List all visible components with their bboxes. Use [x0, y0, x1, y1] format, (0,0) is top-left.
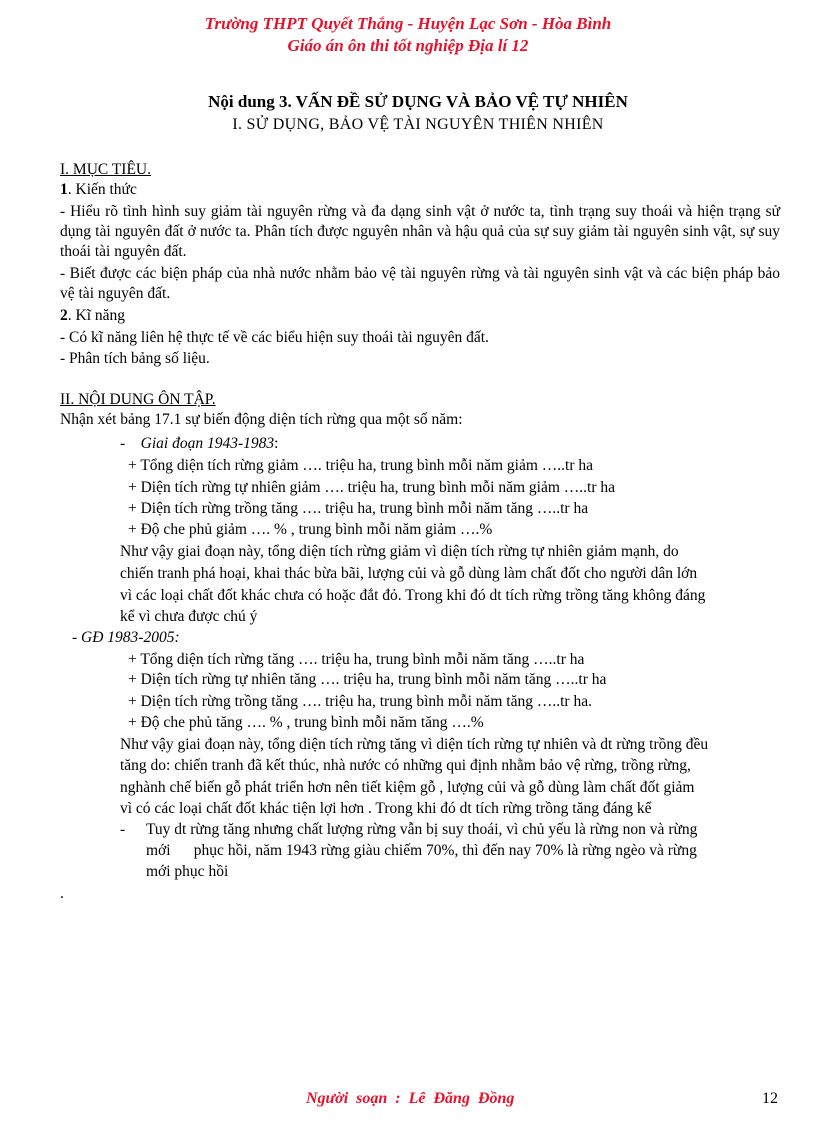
- final-note-line: mới phục hồi, năm 1943 rừng giàu chiếm 70%, thì đến nay 70% là rừng ngèo và rừng: [146, 842, 697, 859]
- period1-conclusion-line: kể vì chưa được chú ý: [120, 608, 258, 625]
- period2-item: + Tổng diện tích rừng tăng …. triệu ha, trung bình mỗi năm tăng …..tr ha: [128, 651, 585, 668]
- period2-item: + Diện tích rừng tự nhiên tăng …. triệu ha, trung bình mỗi năm tăng …..tr ha: [128, 671, 607, 688]
- page-subtitle: I. SỬ DỤNG, BẢO VỆ TÀI NGUYÊN THIÊN NHIÊN: [232, 116, 604, 133]
- period2-conclusion-line: nghành chế biến gỗ phát triển hơn nên tiết kiệm gỗ , lượng củi và gỗ dùng làm chất đốt giảm: [120, 779, 695, 796]
- skills-item-1: - Có kĩ năng liên hệ thực tế về các biểu hiện suy thoái tài nguyên đất.: [60, 329, 489, 346]
- page-number: 12: [762, 1090, 778, 1107]
- school-header: Trường THPT Quyết Thắng - Huyện Lạc Sơn - Hòa Bình: [204, 14, 612, 33]
- period2-item: + Diện tích rừng trồng tăng …. triệu ha, trung bình mỗi năm tăng …..tr ha.: [128, 693, 592, 710]
- table-intro: Nhận xét bảng 17.1 sự biến động diện tích rừng qua một số năm:: [60, 411, 463, 428]
- period1-item: + Diện tích rừng tự nhiên giảm …. triệu ha, trung bình mỗi năm giảm …..tr ha: [128, 479, 616, 496]
- knowledge-paragraph-2: - Biết được các biện pháp của nhà nước nhằm bảo vệ tài nguyên rừng và tài nguyên sinh vật và các biện pháp bảo vệ tài nguyên đất.: [60, 265, 780, 302]
- final-note-line: Tuy dt rừng tăng nhưng chất lượng rừng vẫn bị suy thoái, vì chủ yếu là rừng non và rừng: [146, 821, 698, 838]
- period1-item: + Diện tích rừng trồng tăng …. triệu ha, trung bình mỗi năm tăng …..tr ha: [128, 500, 589, 517]
- period1-conclusion-line: chiến tranh phá hoại, khai thác bừa bãi, lượng củi và gỗ dùng làm chất đốt cho người dân lớn: [120, 565, 698, 582]
- objectives-heading: I. MỤC TIÊU.: [60, 161, 151, 178]
- period2-conclusion-line: Như vậy giai đoạn này, tổng diện tích rừng tăng vì diện tích rừng tự nhiên và dt rừng trồng đều: [120, 736, 709, 753]
- knowledge-heading: 1. Kiến thức: [60, 181, 137, 198]
- period2-conclusion-line: vì có các loại chất đốt khác tiện lợi hơn . Trong khi đó dt tích rừng trồng tăng đáng kể: [120, 800, 652, 817]
- period-1943-1983-label: - Giai đoạn 1943-1983:: [120, 435, 279, 452]
- skills-heading: 2. Kĩ năng: [60, 307, 126, 324]
- author-footer: Người soạn : Lê Đăng Đồng: [306, 1090, 515, 1107]
- review-heading: II. NỘI DUNG ÔN TẬP.: [60, 391, 216, 408]
- period1-conclusion-line: vì các loại chất đốt khác chưa có hoặc đắt đỏ. Trong khi đó dt tích rừng trồng tăng không đáng: [120, 587, 706, 604]
- page-title: Nội dung 3. VẤN ĐỀ SỬ DỤNG VÀ BẢO VỆ TỰ NHIÊN: [208, 92, 628, 111]
- lesson-plan-subtitle: Giáo án ôn thi tốt nghiệp Địa lí 12: [287, 36, 529, 55]
- knowledge-paragraph-1: - Hiểu rõ tình hình suy giảm tài nguyên rừng và đa dạng sinh vật ở nước ta, tình trạng suy thoái và hiện trạng sử dụng tài nguyên đất ở nước ta. Phân tích được nguyên nhân và hậu quả của sự suy giảm tài nguyên sinh vật, sự suy thoái tài nguyên đất.: [60, 203, 780, 260]
- period-1983-2005-label: - GĐ 1983-2005:: [72, 629, 180, 646]
- period2-item: + Độ che phủ tăng …. % , trung bình mỗi năm tăng ….%: [128, 714, 484, 731]
- period1-conclusion-line: Như vậy giai đoạn này, tổng diện tích rừng giảm vì diện tích rừng tự nhiên giảm mạnh, do: [120, 543, 679, 560]
- skills-item-2: - Phân tích bảng số liệu.: [60, 350, 210, 367]
- final-note-line: mới phục hồi: [146, 863, 229, 880]
- period2-conclusion-line: tăng do: chiến tranh đã kết thúc, nhà nước có những qui định nhằm bảo vệ rừng, trồng rừng,: [120, 757, 691, 774]
- period1-item: + Độ che phủ giảm …. % , trung bình mỗi năm giảm ….%: [128, 521, 493, 538]
- period1-item: + Tổng diện tích rừng giảm …. triệu ha, trung bình mỗi năm giảm …..tr ha: [128, 457, 593, 474]
- trailing-mark: .: [60, 885, 64, 902]
- final-note-dash: -: [120, 821, 126, 838]
